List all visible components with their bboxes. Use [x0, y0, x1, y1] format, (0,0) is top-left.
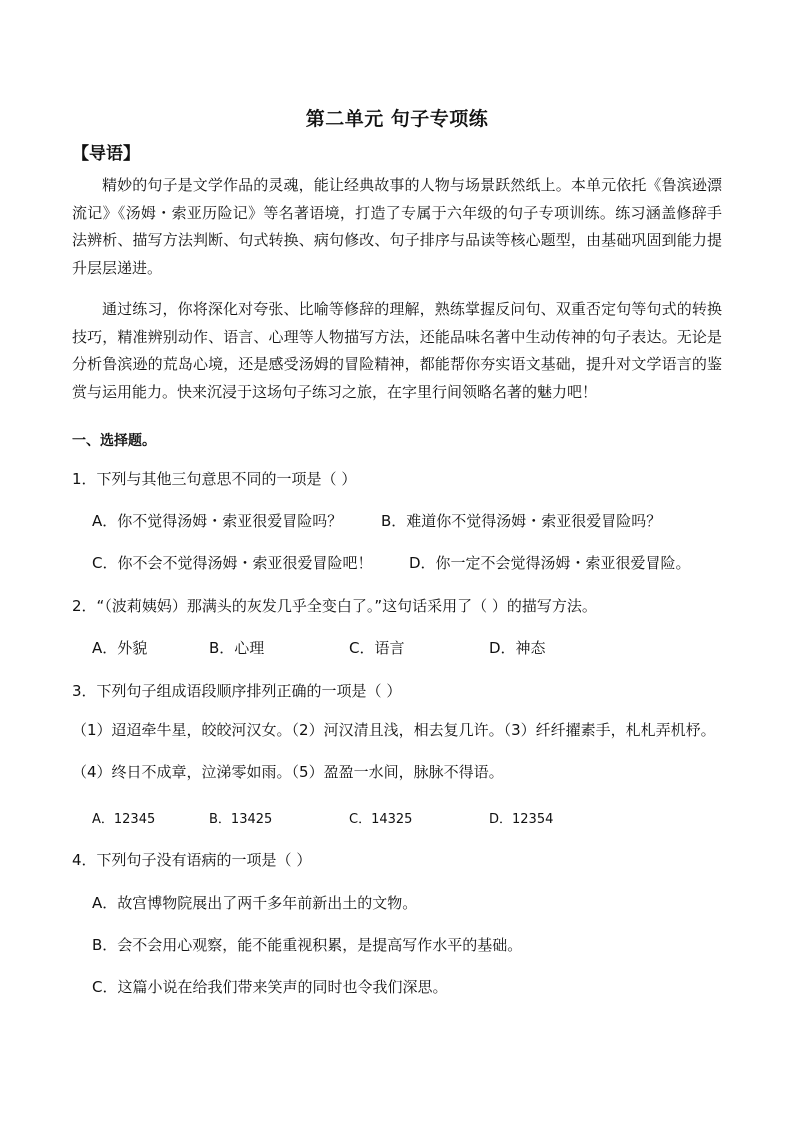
question-3-option-b: B．13425 [209, 812, 273, 827]
question-2-option-a: A．外貌 [92, 639, 148, 657]
intro-label: 【导语】 [72, 144, 140, 164]
question-2-stem: 2．“（波莉姨妈）那满头的灰发几乎全变白了。”这句话采用了（ ）的描写方法。 [72, 597, 597, 615]
question-3-option-d: D．12354 [489, 812, 554, 827]
question-4-option-a: A．故宫博物院展出了两千多年前新出土的文物。 [92, 894, 418, 912]
question-1-option-d: D．你一定不会觉得汤姆・索亚很爱冒险。 [409, 554, 691, 572]
question-1-option-a: A．你不觉得汤姆・索亚很爱冒险吗？ [92, 512, 343, 530]
question-3-stem: 3．下列句子组成语段顺序排列正确的一项是（ ） [72, 682, 402, 700]
question-3-body: （1）迢迢牵牛星，皎皎河汉女。（2）河汉清且浅，相去复几许。（3）纤纤擢素手，札札弄机杼。（4）终日不成章，泣涕零如雨。（5）盈盈一水间，脉脉不得语。 [72, 721, 716, 781]
question-2-option-d: D．神态 [489, 639, 546, 657]
question-1-option-b: B．难道你不觉得汤姆・索亚很爱冒险吗？ [381, 512, 662, 530]
question-4-stem: 4．下列句子没有语病的一项是（ ） [72, 851, 312, 869]
section-heading: 一、选择题。 [72, 433, 156, 449]
question-1-stem: 1．下列与其他三句意思不同的一项是（ ） [72, 470, 357, 488]
question-4-option-c: C．这篇小说在给我们带来笑声的同时也令我们深思。 [92, 978, 448, 996]
question-3-option-a: A．12345 [92, 812, 156, 827]
question-2-option-b: B．心理 [209, 639, 265, 657]
question-4-option-b: B．会不会用心观察，能不能重视积累，是提高写作水平的基础。 [92, 936, 523, 954]
intro-paragraph-2: 通过练习，你将深化对夸张、比喻等修辞的理解，熟练掌握反问句、双重否定句等句式的转换技巧，精准辨别动作、语言、心理等人物描写方法，还能品味名著中生动传神的句子表达。无论是分析鲁滨逊的荒岛心境，还是感受汤姆的冒险精神，都能帮你夯实语文基础，提升对文学语言的鉴赏与运用能力。快来沉浸于这场句子练习之旅，在字里行间领略名著的魅力吧！ [72, 300, 722, 401]
page-title: 第二单元 句子专项练 [305, 108, 489, 130]
intro-paragraph-1: 精妙的句子是文学作品的灵魂，能让经典故事的人物与场景跃然纸上。本单元依托《鲁滨逊漂流记》《汤姆・索亚历险记》等名著语境，打造了专属于六年级的句子专项训练。练习涵盖修辞手法辨析、描写方法判断、句式转换、病句修改、句子排序与品读等核心题型，由基础巩固到能力提升层层递进。 [72, 176, 722, 277]
question-3-option-c: C．14325 [349, 812, 413, 827]
question-2-option-c: C．语言 [349, 639, 405, 657]
question-1-option-c: C．你不会不觉得汤姆・索亚很爱冒险吧！ [92, 554, 373, 572]
